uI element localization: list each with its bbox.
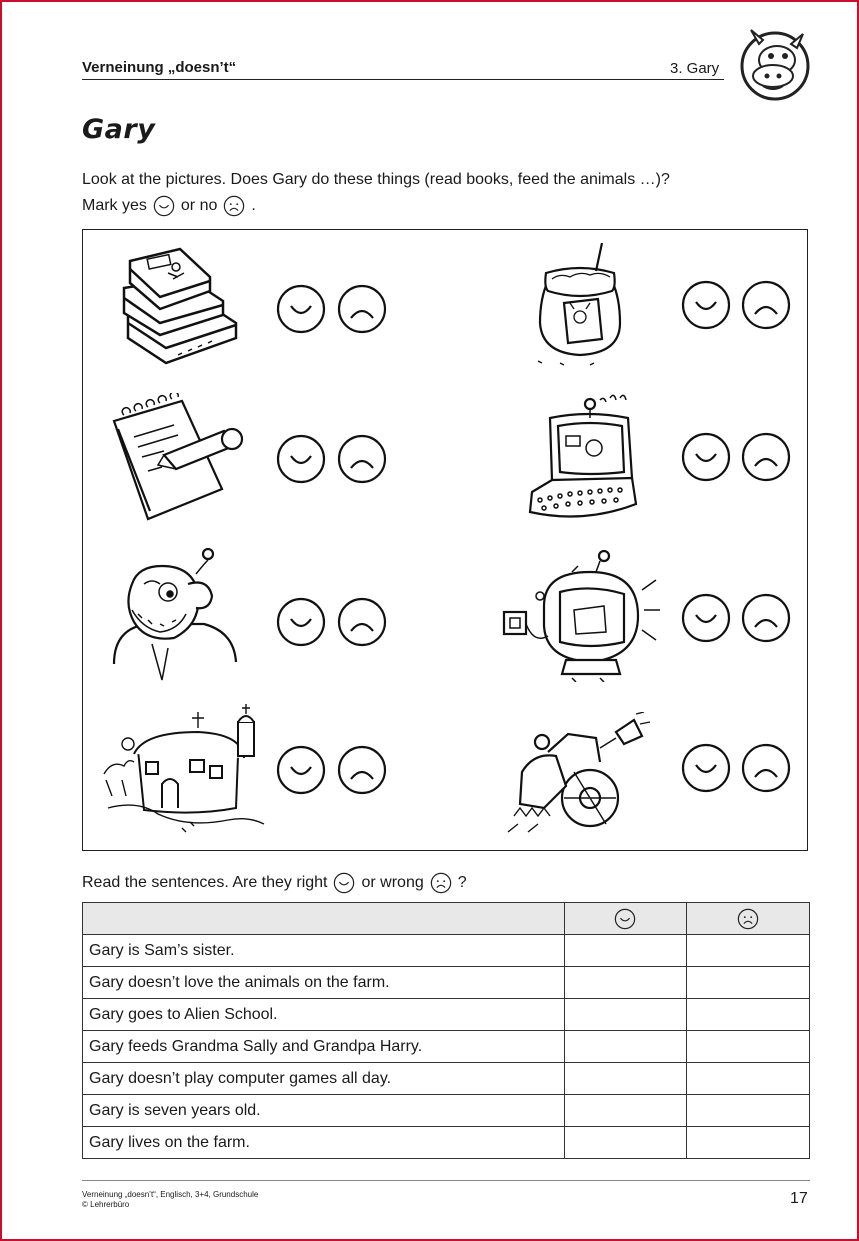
sad-face-icon [430,872,452,894]
no-sad-face-icon[interactable] [741,432,791,482]
table-row [83,999,810,1031]
smiley-face-icon [333,872,355,894]
instruction-no-label: or no [180,197,218,214]
table-row [83,1031,810,1063]
sentence-cell: Gary lives on the farm. [83,1127,565,1159]
yes-smiley-icon[interactable] [681,593,731,643]
sentence-cell: Gary doesn’t play computer games all day. [83,1063,565,1095]
sentence-cell: Gary doesn’t love the animals on the farm. [83,967,565,999]
table-instruction-end: ? [457,874,467,891]
right-checkbox-cell[interactable] [564,1031,687,1063]
laptop-computer-icon [524,392,639,524]
smiley-face-icon [614,908,636,930]
table-instruction [82,872,467,894]
footer-copyright: © Lehrerbüro [82,1200,130,1209]
animal-feed-sack-icon [530,243,630,368]
no-sad-face-icon[interactable] [741,280,791,330]
sentence-cell: Gary feeds Grandma Sally and Grandpa Harry. [83,1031,565,1063]
instruction-line-1: Look at the pictures. Does Gary do these things (read books, feed the animals …)? [82,171,670,188]
sentences-table [82,902,810,1159]
table-header-row [83,903,810,935]
yes-smiley-icon[interactable] [681,280,731,330]
sentence-cell: Gary is Sam’s sister. [83,935,565,967]
table-instruction-right: Read the sentences. Are they right [82,874,328,891]
right-checkbox-cell[interactable] [564,1095,687,1127]
tractor-icon [504,712,652,836]
instruction-yes-label: Mark yes [82,197,147,214]
sentence-cell: Gary goes to Alien School. [83,999,565,1031]
books-icon [118,243,243,371]
no-sad-face-icon[interactable] [337,284,387,334]
table-instruction-wrong: or wrong [361,874,424,891]
yes-smiley-icon[interactable] [276,745,326,795]
cow-mascot-icon [733,22,815,102]
wrong-checkbox-cell[interactable] [687,1095,810,1127]
right-checkbox-cell[interactable] [564,1063,687,1095]
yes-smiley-icon[interactable] [276,434,326,484]
right-checkbox-cell[interactable] [564,999,687,1031]
wrong-checkbox-cell[interactable] [687,1127,810,1159]
header-rule [82,79,724,80]
wrong-checkbox-cell[interactable] [687,999,810,1031]
right-checkbox-cell[interactable] [564,935,687,967]
sentence-cell: Gary is seven years old. [83,1095,565,1127]
wrong-checkbox-cell[interactable] [687,935,810,967]
no-sad-face-icon[interactable] [337,597,387,647]
instruction-end: . [251,197,256,214]
yes-smiley-icon[interactable] [681,743,731,793]
table-row [83,1095,810,1127]
page-title: Gary [82,114,156,145]
sad-face-icon [223,195,245,217]
instruction-line-2 [82,195,256,217]
footer-source: Verneinung „doesn’t“, Englisch, 3+4, Grundschule [82,1190,259,1199]
tv-robot-icon [500,550,662,682]
table-row [83,967,810,999]
no-sad-face-icon[interactable] [741,743,791,793]
smiley-face-icon [153,195,175,217]
header-sentence-column [83,903,565,935]
no-sad-face-icon[interactable] [337,745,387,795]
wrong-checkbox-cell[interactable] [687,967,810,999]
footer-rule [82,1180,810,1181]
header-right-column [564,903,687,935]
page-number: 17 [790,1190,808,1207]
sad-face-icon [737,908,759,930]
wrong-checkbox-cell[interactable] [687,1031,810,1063]
header-wrong-column [687,903,810,935]
table-row [83,1063,810,1095]
yes-smiley-icon[interactable] [681,432,731,482]
yes-smiley-icon[interactable] [276,284,326,334]
header-section: 3. Gary [670,60,720,77]
no-sad-face-icon[interactable] [741,593,791,643]
yes-smiley-icon[interactable] [276,597,326,647]
farmhouse-icon [98,704,268,834]
wrong-checkbox-cell[interactable] [687,1063,810,1095]
table-row [83,1127,810,1159]
header-topic: Verneinung „doesn’t“ [82,59,237,76]
grandpa-icon [108,548,240,684]
no-sad-face-icon[interactable] [337,434,387,484]
table-row [83,935,810,967]
right-checkbox-cell[interactable] [564,967,687,999]
notepad-pencil-icon [104,393,244,523]
right-checkbox-cell[interactable] [564,1127,687,1159]
